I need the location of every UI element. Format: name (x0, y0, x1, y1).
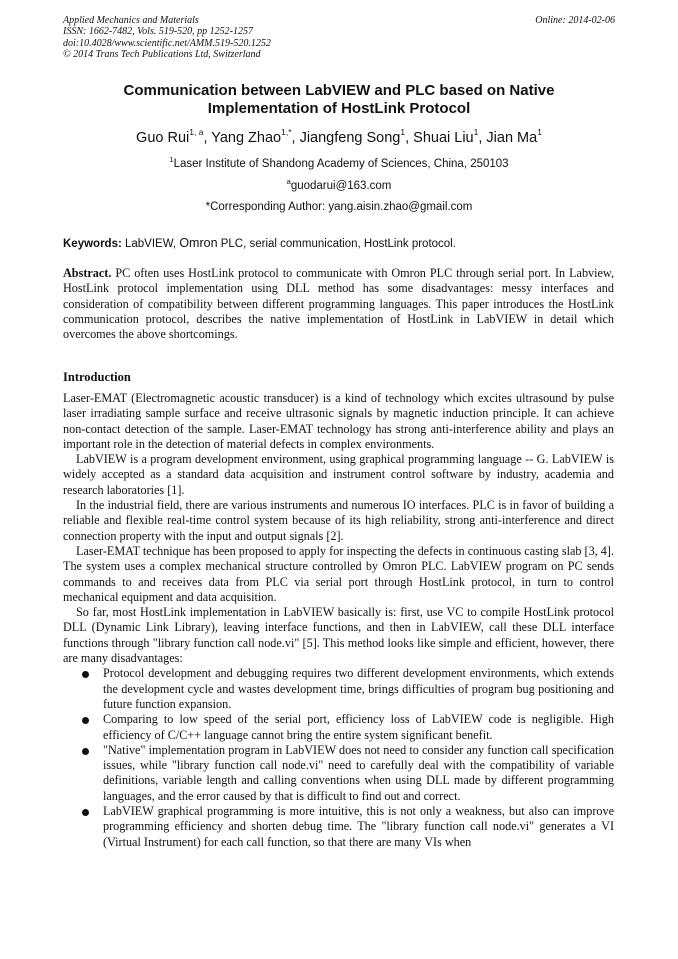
paragraph: LabVIEW is a program development environment, using graphical programming language -- G. LabVIEW is widely accepted as a standard data acquisition and instrument control software by industry, academia and research laboratories [1]. (63, 452, 614, 497)
list-item: Protocol development and debugging requires two different development environments, which extends the development cycle and wastes development time, brings difficulties of program bug positioning and future function expansion. (63, 666, 614, 712)
affiliation-sup: 1 (169, 155, 174, 164)
corresponding-author: *Corresponding Author: yang.aisin.zhao@gmail.com (205, 201, 473, 213)
author-name: Jian Ma (486, 130, 538, 146)
author-sup: 1 (400, 127, 406, 137)
list-item: LabVIEW graphical programming is more intuitive, this is not only a weakness, but also can improve programming efficiency and shorten debug time. The "library function call node.vi" generates a VI (Virtual Instrument) for each call function, so that there are many VIs when (63, 804, 614, 850)
author-name: Shuai Liu (413, 130, 474, 146)
affiliation-text: Laser Institute of Shandong Academy of Sciences, China, 250103 (173, 158, 509, 170)
online-date: Online: 2014-02-06 (535, 15, 615, 26)
author-name: Guo Rui (136, 130, 190, 146)
list-item: Comparing to low speed of the serial port, efficiency loss of LabVIEW code is negligible. High efficiency of C/C++ language cannot bring the entire system significant benefit. (63, 712, 614, 743)
author-list: Guo Rui$^{1, a}$, Yang Zhao$^{1,*}$, Jiangfeng Song$^1$, Shuai Liu$^1$, Jian Ma$^1$ (136, 127, 542, 146)
list-item: "Native" implementation program in LabVIEW does not need to consider any function call specification issues, while "library function call node.vi" need to carefully deal with the compatibility of variable definitions, variable length and calling conventions when using DLL made by different programming languages, and the error caused by that is difficult to find out and correct. (63, 743, 614, 804)
disadvantages-list (63, 666, 614, 850)
journal-header (63, 15, 615, 60)
bullet-icon (82, 748, 89, 755)
email-sup: a (286, 177, 291, 186)
doi-line: doi:10.4028/www.scientific.net/AMM.519-520.1252 (63, 37, 271, 49)
copyright-line: © 2014 Trans Tech Publications Ltd, Switzerland (63, 48, 261, 60)
author-sup: 1,* (281, 127, 292, 137)
keywords-label: Keywords: (63, 238, 122, 250)
journal-name: Applied Mechanics and Materials (63, 15, 199, 26)
abstract-label: Abstract. (63, 266, 112, 280)
paragraph: So far, most HostLink implementation in LabVIEW basically is: first, use VC to compile HostLink protocol DLL (Dynamic Link Library), leaving interface functions, and then in LabVIEW, call these DLL interface functions through "library function call node.vi" [5]. This method looks like simple and efficient, however, there are many disadvantages: (63, 605, 614, 666)
paragraph: Laser-EMAT technique has been proposed to apply for inspecting the defects in continuous casting slab [3, 4]. The system uses a complex mechanical structure controlled by Omron PLC. LabVIEW program on PC sends commands to and receives data from PLC via serial port through HostLink protocol, in turn to control mechanical equipment and data acquisition. (63, 543, 614, 604)
introduction-body (63, 391, 614, 850)
bullet-icon (82, 671, 89, 678)
author-name: Yang Zhao (211, 130, 282, 146)
author-sup: 1, a (189, 127, 204, 137)
email-text: guodarui@163.com (290, 180, 392, 192)
bullet-icon (82, 717, 89, 724)
author-sup: 1 (473, 127, 479, 137)
affiliation (63, 155, 615, 170)
abstract (63, 266, 614, 342)
issn-line: ISSN: 1662-7482, Vols. 519-520, pp 1252-1257 (63, 26, 253, 38)
paper-title (63, 82, 615, 118)
abstract-text: PC often uses HostLink protocol to communicate with Omron PLC through serial port. In Labview, HostLink protocol implementation using DLL method has some disadvantages: messy interfaces and consideration of compatibility between different programming languages. This paper introduces the HostLink communication protocol, describes the native implementation of HostLink in LabVIEW in detail which overcomes the above shortcomings. (63, 266, 614, 342)
title-line-1: Communication between LabVIEW and PLC based on Native (123, 82, 555, 99)
bullet-icon (82, 809, 89, 816)
paragraph: Laser-EMAT (Electromagnetic acoustic transducer) is a kind of technology which excites ultrasound by pulse laser irradiating sample surface and receive ultrasonic signals by magnetic induction principle. It can achieve non-contact detection of the sample. Laser-EMAT technology has strong anti-interference ability and plays an important role in the detection of material defects in complex environments. (63, 391, 614, 451)
author-name: Jiangfeng Song (299, 130, 401, 146)
paragraph: In the industrial field, there are various instruments and numerous IO interfaces. PLC is in favor of building a reliable and flexible real-time control system because of its high reliability, strong anti-interference and direct connection property with the input and output signals [2]. (63, 498, 614, 543)
author-sup: 1 (537, 127, 542, 137)
keywords: Keywords: LabVIEW, Omron PLC, serial communication, HostLink protocol. (63, 236, 456, 250)
author-email (63, 177, 615, 192)
section-heading-introduction: Introduction (63, 370, 131, 384)
title-line-2: Implementation of HostLink Protocol (207, 100, 471, 117)
